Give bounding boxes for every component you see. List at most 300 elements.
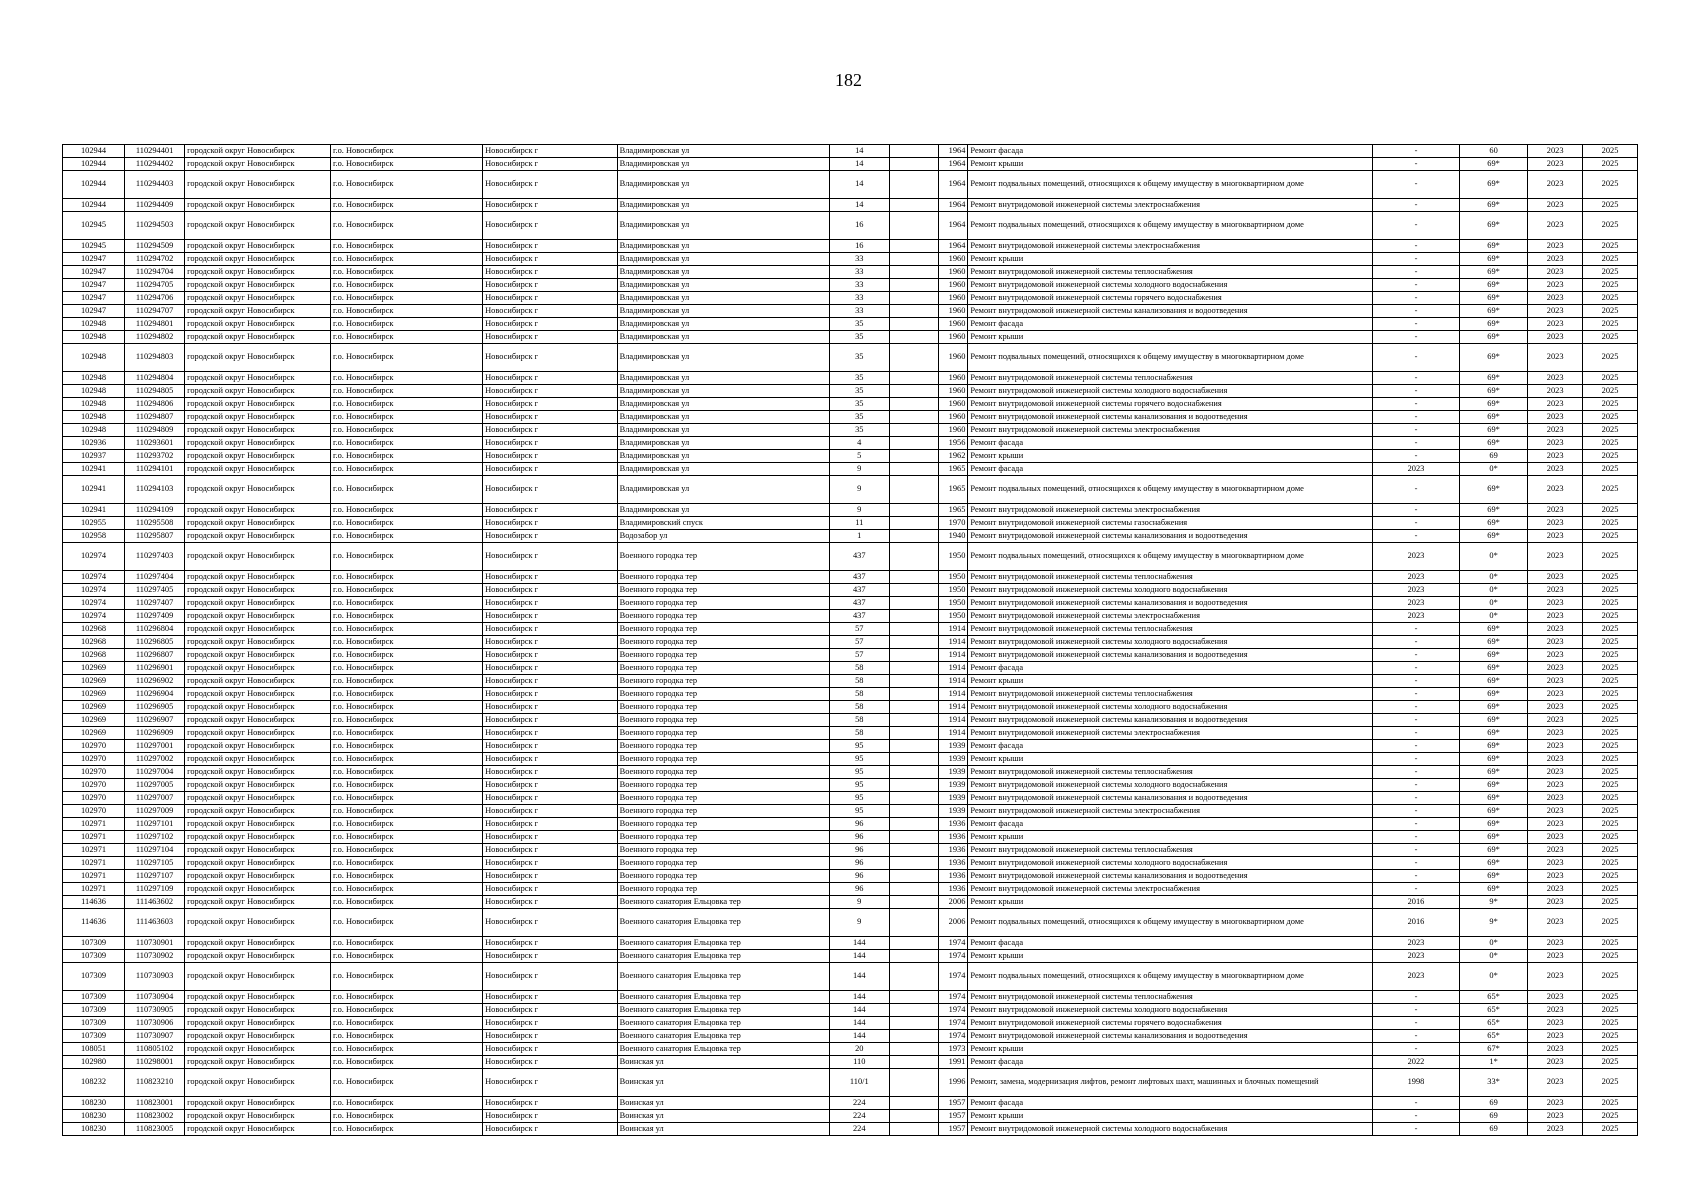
cell-municipality: городской округ Новосибирск [185,610,331,623]
cell-plan-from: 2023 [1528,779,1583,792]
cell-work-type: Ремонт внутридомовой инженерной системы горячего водоснабжения [968,292,1373,305]
cell-work-type: Ремонт крыши [968,675,1373,688]
cell-year-prev: 2016 [1373,909,1460,937]
cell-municipality: городской округ Новосибирск [185,398,331,411]
cell-house-id: 102974 [63,571,125,584]
cell-locality: Новосибирск г [483,450,618,463]
cell-house-id: 102968 [63,636,125,649]
cell-street: Военного городка тер [617,883,829,896]
cell-work-type: Ремонт внутридомовой инженерной системы горячего водоснабжения [968,1017,1373,1030]
cell-house-id: 102948 [63,331,125,344]
cell-house-id: 102970 [63,805,125,818]
cell-urban-district: г.о. Новосибирск [331,883,483,896]
cell-urban-district: г.о. Новосибирск [331,950,483,963]
cell-street: Владимировская ул [617,171,829,199]
table-row [63,530,1638,543]
cell-street: Владимировская ул [617,145,829,158]
cell-plan-from: 2023 [1528,1043,1583,1056]
cell-work-type: Ремонт подвальных помещений, относящихся к общему имуществу в многоквартирном доме [968,909,1373,937]
cell-municipality: городской округ Новосибирск [185,909,331,937]
cell-plan-from: 2023 [1528,305,1583,318]
cell-year-built: 1974 [939,991,968,1004]
cell-year-prev: - [1373,240,1460,253]
table-row [63,385,1638,398]
cell-year-built: 1939 [939,753,968,766]
cell-work-id: 110297004 [125,766,185,779]
cell-house-id: 102947 [63,292,125,305]
cell-house-id: 108232 [63,1069,125,1097]
cell-year-built: 1936 [939,844,968,857]
cell-locality: Новосибирск г [483,714,618,727]
table-row [63,463,1638,476]
cell-plan-to: 2025 [1583,199,1638,212]
cell-urban-district: г.о. Новосибирск [331,909,483,937]
cell-house-id: 102974 [63,584,125,597]
cell-value: 69* [1459,818,1527,831]
cell-plan-to: 2025 [1583,1110,1638,1123]
cell-value: 0* [1459,543,1527,571]
cell-value: 69* [1459,158,1527,171]
cell-house-id: 102955 [63,517,125,530]
cell-house-id: 102958 [63,530,125,543]
cell-urban-district: г.о. Новосибирск [331,779,483,792]
cell-work-id: 110294109 [125,504,185,517]
cell-urban-district: г.о. Новосибирск [331,1110,483,1123]
cell-municipality: городской округ Новосибирск [185,883,331,896]
cell-value: 69* [1459,714,1527,727]
table-row [63,1004,1638,1017]
cell-municipality: городской округ Новосибирск [185,870,331,883]
cell-plan-from: 2023 [1528,1069,1583,1097]
cell-year-prev: - [1373,437,1460,450]
table-row [63,1017,1638,1030]
cell-house-no: 33 [829,292,889,305]
cell-street: Владимировская ул [617,450,829,463]
cell-work-id: 110294706 [125,292,185,305]
cell-municipality: городской округ Новосибирск [185,1110,331,1123]
cell-year-built: 1939 [939,766,968,779]
table-row [63,805,1638,818]
cell-plan-to: 2025 [1583,571,1638,584]
cell-municipality: городской округ Новосибирск [185,240,331,253]
cell-locality: Новосибирск г [483,437,618,450]
cell-work-type: Ремонт внутридомовой инженерной системы канализования и водоотведения [968,305,1373,318]
cell-urban-district: г.о. Новосибирск [331,649,483,662]
cell-municipality: городской округ Новосибирск [185,740,331,753]
cell-house-id: 102944 [63,199,125,212]
cell-year-built: 1960 [939,279,968,292]
cell-municipality: городской округ Новосибирск [185,212,331,240]
cell-work-id: 110293601 [125,437,185,450]
cell-street: Военного городка тер [617,649,829,662]
cell-municipality: городской округ Новосибирск [185,571,331,584]
cell-house-id: 102974 [63,597,125,610]
cell-work-type: Ремонт крыши [968,1110,1373,1123]
cell-value: 69* [1459,636,1527,649]
cell-plan-from: 2023 [1528,318,1583,331]
cell-urban-district: г.о. Новосибирск [331,1004,483,1017]
cell-year-built: 1914 [939,688,968,701]
cell-street: Владимировская ул [617,253,829,266]
cell-work-type: Ремонт фасада [968,662,1373,675]
cell-year-prev: - [1373,1017,1460,1030]
cell-plan-to: 2025 [1583,517,1638,530]
cell-street: Владимировская ул [617,279,829,292]
table-row [63,991,1638,1004]
cell-work-id: 111463603 [125,909,185,937]
cell-plan-to: 2025 [1583,740,1638,753]
cell-value: 69* [1459,753,1527,766]
cell-blank [889,727,939,740]
cell-year-prev: 2023 [1373,463,1460,476]
cell-year-prev: - [1373,818,1460,831]
cell-locality: Новосибирск г [483,675,618,688]
cell-work-type: Ремонт крыши [968,158,1373,171]
cell-year-built: 1962 [939,450,968,463]
cell-plan-to: 2025 [1583,171,1638,199]
cell-street: Военного городка тер [617,818,829,831]
cell-plan-from: 2023 [1528,450,1583,463]
table-row [63,1043,1638,1056]
cell-year-prev: - [1373,779,1460,792]
cell-municipality: городской округ Новосибирск [185,331,331,344]
cell-locality: Новосибирск г [483,597,618,610]
cell-urban-district: г.о. Новосибирск [331,610,483,623]
cell-value: 69* [1459,766,1527,779]
cell-blank [889,818,939,831]
cell-year-prev: - [1373,398,1460,411]
cell-blank [889,675,939,688]
cell-house-id: 107309 [63,1030,125,1043]
cell-municipality: городской округ Новосибирск [185,753,331,766]
cell-street: Владимировская ул [617,504,829,517]
cell-year-prev: - [1373,662,1460,675]
cell-value: 69* [1459,318,1527,331]
cell-value: 69* [1459,424,1527,437]
cell-blank [889,253,939,266]
table-row [63,331,1638,344]
cell-work-type: Ремонт подвальных помещений, относящихся к общему имуществу в многоквартирном доме [968,344,1373,372]
cell-plan-from: 2023 [1528,937,1583,950]
cell-house-no: 96 [829,831,889,844]
cell-house-id: 102971 [63,844,125,857]
cell-plan-to: 2025 [1583,753,1638,766]
cell-value: 69* [1459,740,1527,753]
cell-locality: Новосибирск г [483,476,618,504]
cell-house-no: 9 [829,463,889,476]
cell-value: 0* [1459,950,1527,963]
cell-plan-from: 2023 [1528,818,1583,831]
cell-locality: Новосибирск г [483,199,618,212]
cell-year-built: 1957 [939,1123,968,1136]
cell-plan-from: 2023 [1528,991,1583,1004]
cell-urban-district: г.о. Новосибирск [331,701,483,714]
cell-house-no: 58 [829,714,889,727]
cell-urban-district: г.о. Новосибирск [331,463,483,476]
cell-plan-from: 2023 [1528,1110,1583,1123]
cell-blank [889,740,939,753]
cell-urban-district: г.о. Новосибирск [331,714,483,727]
table-row [63,1056,1638,1069]
cell-plan-to: 2025 [1583,792,1638,805]
cell-house-no: 9 [829,896,889,909]
cell-value: 69* [1459,305,1527,318]
cell-municipality: городской округ Новосибирск [185,792,331,805]
cell-municipality: городской округ Новосибирск [185,424,331,437]
cell-house-no: 437 [829,610,889,623]
cell-year-prev: - [1373,727,1460,740]
cell-locality: Новосибирск г [483,331,618,344]
cell-blank [889,766,939,779]
cell-year-prev: - [1373,991,1460,1004]
cell-year-built: 1939 [939,792,968,805]
cell-urban-district: г.о. Новосибирск [331,896,483,909]
cell-plan-to: 2025 [1583,675,1638,688]
cell-work-id: 110296907 [125,714,185,727]
cell-street: Воинская ул [617,1123,829,1136]
cell-municipality: городской округ Новосибирск [185,145,331,158]
cell-blank [889,199,939,212]
cell-urban-district: г.о. Новосибирск [331,636,483,649]
cell-year-built: 1960 [939,411,968,424]
table-row [63,963,1638,991]
table-row [63,372,1638,385]
cell-house-no: 9 [829,504,889,517]
cell-house-id: 102971 [63,883,125,896]
cell-work-id: 110294803 [125,344,185,372]
cell-year-built: 1974 [939,963,968,991]
cell-urban-district: г.о. Новосибирск [331,818,483,831]
cell-value: 69* [1459,398,1527,411]
cell-locality: Новосибирск г [483,1123,618,1136]
cell-house-id: 102980 [63,1056,125,1069]
cell-street: Военного санатория Ельцовка тер [617,963,829,991]
cell-plan-from: 2023 [1528,1017,1583,1030]
cell-house-id: 102948 [63,411,125,424]
cell-year-built: 1914 [939,662,968,675]
cell-house-id: 102945 [63,240,125,253]
cell-street: Владимировская ул [617,305,829,318]
cell-plan-to: 2025 [1583,662,1638,675]
cell-plan-to: 2025 [1583,411,1638,424]
cell-locality: Новосибирск г [483,831,618,844]
table-row [63,476,1638,504]
cell-municipality: городской округ Новосибирск [185,305,331,318]
cell-year-prev: - [1373,701,1460,714]
cell-year-prev: 2023 [1373,950,1460,963]
cell-work-id: 110297105 [125,857,185,870]
cell-blank [889,701,939,714]
cell-plan-from: 2023 [1528,950,1583,963]
cell-work-id: 110297009 [125,805,185,818]
cell-urban-district: г.о. Новосибирск [331,1030,483,1043]
cell-municipality: городской округ Новосибирск [185,279,331,292]
cell-plan-from: 2023 [1528,331,1583,344]
cell-plan-to: 2025 [1583,610,1638,623]
cell-blank [889,623,939,636]
table-row [63,831,1638,844]
cell-street: Владимировская ул [617,344,829,372]
cell-work-id: 110294509 [125,240,185,253]
cell-municipality: городской округ Новосибирск [185,1004,331,1017]
cell-municipality: городской округ Новосибирск [185,844,331,857]
cell-year-built: 1956 [939,437,968,450]
cell-house-id: 102969 [63,688,125,701]
cell-work-id: 110294806 [125,398,185,411]
cell-work-type: Ремонт крыши [968,753,1373,766]
cell-value: 69* [1459,344,1527,372]
cell-urban-district: г.о. Новосибирск [331,372,483,385]
cell-municipality: городской округ Новосибирск [185,649,331,662]
cell-year-prev: - [1373,253,1460,266]
cell-house-no: 110/1 [829,1069,889,1097]
cell-locality: Новосибирск г [483,240,618,253]
cell-work-id: 110297007 [125,792,185,805]
cell-plan-to: 2025 [1583,1004,1638,1017]
cell-plan-from: 2023 [1528,266,1583,279]
cell-plan-to: 2025 [1583,883,1638,896]
cell-street: Военного санатория Ельцовка тер [617,909,829,937]
cell-year-built: 1973 [939,1043,968,1056]
cell-value: 65* [1459,1004,1527,1017]
cell-plan-from: 2023 [1528,1123,1583,1136]
cell-work-type: Ремонт крыши [968,450,1373,463]
cell-year-built: 1960 [939,318,968,331]
cell-value: 69* [1459,701,1527,714]
cell-plan-to: 2025 [1583,844,1638,857]
cell-house-id: 107309 [63,1004,125,1017]
cell-work-id: 110297104 [125,844,185,857]
cell-work-id: 110730904 [125,991,185,1004]
cell-blank [889,714,939,727]
cell-blank [889,240,939,253]
cell-plan-from: 2023 [1528,883,1583,896]
cell-year-prev: 2023 [1373,963,1460,991]
cell-blank [889,1123,939,1136]
table-row [63,292,1638,305]
cell-blank [889,857,939,870]
cell-plan-from: 2023 [1528,896,1583,909]
cell-work-type: Ремонт фасада [968,740,1373,753]
cell-value: 69* [1459,805,1527,818]
cell-year-prev: - [1373,636,1460,649]
cell-house-no: 35 [829,331,889,344]
cell-blank [889,305,939,318]
cell-urban-district: г.о. Новосибирск [331,1017,483,1030]
cell-year-prev: - [1373,857,1460,870]
table-row [63,424,1638,437]
cell-work-type: Ремонт внутридомовой инженерной системы канализования и водоотведения [968,714,1373,727]
cell-year-prev: - [1373,1004,1460,1017]
cell-year-built: 1950 [939,543,968,571]
cell-house-no: 58 [829,701,889,714]
cell-work-type: Ремонт фасада [968,937,1373,950]
cell-plan-to: 2025 [1583,344,1638,372]
cell-year-prev: - [1373,883,1460,896]
cell-work-type: Ремонт крыши [968,331,1373,344]
cell-house-no: 9 [829,476,889,504]
cell-work-type: Ремонт фасада [968,1097,1373,1110]
cell-house-no: 144 [829,1004,889,1017]
cell-work-id: 110823001 [125,1097,185,1110]
cell-work-type: Ремонт подвальных помещений, относящихся к общему имуществу в многоквартирном доме [968,171,1373,199]
cell-urban-district: г.о. Новосибирск [331,805,483,818]
cell-year-built: 1964 [939,145,968,158]
cell-year-built: 1936 [939,883,968,896]
cell-year-built: 1974 [939,937,968,950]
cell-street: Владимировская ул [617,240,829,253]
cell-municipality: городской округ Новосибирск [185,766,331,779]
cell-street: Военного санатория Ельцовка тер [617,1017,829,1030]
cell-work-id: 110294403 [125,171,185,199]
table-row [63,870,1638,883]
cell-house-no: 35 [829,424,889,437]
cell-value: 69* [1459,623,1527,636]
cell-urban-district: г.о. Новосибирск [331,318,483,331]
table-row [63,740,1638,753]
cell-work-type: Ремонт внутридомовой инженерной системы теплоснабжения [968,844,1373,857]
cell-year-prev: - [1373,385,1460,398]
cell-house-no: 437 [829,571,889,584]
cell-locality: Новосибирск г [483,740,618,753]
cell-municipality: городской округ Новосибирск [185,896,331,909]
cell-work-id: 110730902 [125,950,185,963]
cell-plan-from: 2023 [1528,1004,1583,1017]
cell-locality: Новосибирск г [483,266,618,279]
cell-blank [889,831,939,844]
cell-locality: Новосибирск г [483,909,618,937]
cell-work-id: 110293702 [125,450,185,463]
cell-year-prev: - [1373,331,1460,344]
cell-work-id: 110294801 [125,318,185,331]
cell-urban-district: г.о. Новосибирск [331,662,483,675]
cell-urban-district: г.о. Новосибирск [331,937,483,950]
cell-plan-from: 2023 [1528,662,1583,675]
cell-work-type: Ремонт внутридомовой инженерной системы холодного водоснабжения [968,636,1373,649]
cell-work-type: Ремонт внутридомовой инженерной системы канализования и водоотведения [968,597,1373,610]
cell-municipality: городской округ Новосибирск [185,199,331,212]
cell-locality: Новосибирск г [483,571,618,584]
cell-house-no: 4 [829,437,889,450]
cell-plan-to: 2025 [1583,266,1638,279]
cell-house-id: 102941 [63,504,125,517]
cell-urban-district: г.о. Новосибирск [331,437,483,450]
cell-house-id: 108051 [63,1043,125,1056]
cell-plan-from: 2023 [1528,766,1583,779]
table-row [63,649,1638,662]
cell-locality: Новосибирск г [483,253,618,266]
cell-urban-district: г.о. Новосибирск [331,253,483,266]
cell-street: Военного городка тер [617,571,829,584]
cell-year-prev: - [1373,530,1460,543]
table-row [63,623,1638,636]
cell-municipality: городской округ Новосибирск [185,818,331,831]
cell-urban-district: г.о. Новосибирск [331,411,483,424]
cell-work-type: Ремонт внутридомовой инженерной системы холодного водоснабжения [968,701,1373,714]
cell-blank [889,266,939,279]
cell-house-no: 437 [829,543,889,571]
cell-locality: Новосибирск г [483,727,618,740]
cell-year-built: 1939 [939,740,968,753]
cell-locality: Новосибирск г [483,792,618,805]
cell-house-id: 102969 [63,675,125,688]
cell-street: Военного санатория Ельцовка тер [617,937,829,950]
cell-work-type: Ремонт внутридомовой инженерной системы электроснабжения [968,805,1373,818]
cell-year-prev: - [1373,504,1460,517]
cell-locality: Новосибирск г [483,870,618,883]
cell-house-no: 437 [829,597,889,610]
cell-house-no: 224 [829,1097,889,1110]
